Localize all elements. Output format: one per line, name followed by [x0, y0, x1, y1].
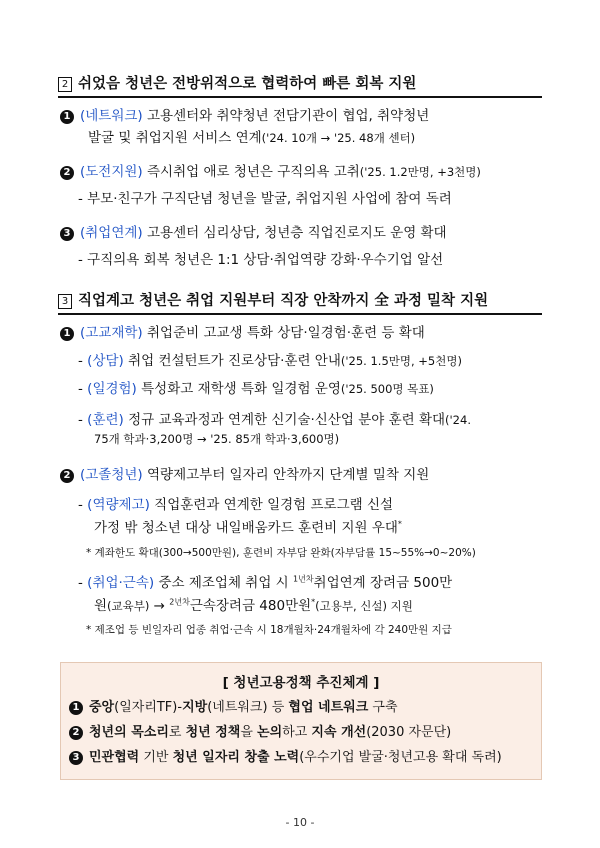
policy-system-box: [60, 662, 542, 780]
sub-tag: (일경험): [87, 381, 137, 397]
footnote-text: * 계좌한도 확대(300→500만원), 훈련비 자부담 완화(자부담률 15~55%→0~20%): [86, 547, 476, 559]
item-tag: (고졸청년): [80, 467, 143, 483]
section3-item2-sub2-cont: [94, 594, 413, 614]
sub-tag: (상담): [87, 353, 124, 369]
section3-item1: [60, 321, 425, 341]
box-text: 을: [240, 725, 258, 740]
item-text: 고용센터 심리상담, 청년층 직업진로지도 운영 확대: [142, 225, 447, 241]
item-text: 역량제고부터 일자리 안착까지 단계별 밀착 지원: [142, 467, 430, 483]
section3-item2-sub1-cont: [94, 516, 402, 536]
section-number: 3: [58, 294, 72, 309]
section3-item1-sub3: - (훈련) 정규 교육과정과 연계한 신기술·신산업 분야 훈련 확대('24.: [78, 412, 471, 428]
sub-tag: (역량제고): [87, 497, 150, 513]
page-number: - 10 -: [285, 816, 315, 829]
section3-item1-sub2: - (일경험) 특성화고 재학생 특화 일경험 운영('25. 500명 목표): [78, 381, 434, 397]
footnote-mark: *: [397, 519, 402, 529]
section2-item2: [60, 160, 481, 180]
sub-text: 취업 컨설턴트가 진로상담·훈련 안내: [123, 353, 341, 369]
sub-text: 중소 제조업체 취업 시: [154, 575, 293, 591]
sub-text: 원: [94, 598, 108, 614]
box-text: 하고: [282, 725, 312, 740]
box-line-2: [69, 721, 451, 740]
superscript: 1년차: [293, 574, 314, 584]
footnote: [86, 545, 476, 560]
item-paren: ('24. 10개 → '25. 48개 센터): [261, 131, 416, 145]
sub-paren: ('24.: [445, 413, 471, 427]
box-text: 청년 정책: [185, 725, 241, 740]
box-text: (우수기업 발굴·청년고용 확대 독려): [299, 750, 502, 765]
section3-item1-sub3-cont: [94, 431, 339, 447]
item-tag: (취업연계): [80, 225, 143, 241]
item-tag: (도전지원): [80, 164, 143, 180]
box-text: 지속 개선: [311, 725, 367, 740]
sub-paren: ('25. 500명 목표): [340, 382, 434, 396]
sub-tag: (취업·근속): [87, 575, 155, 591]
section-2-heading: [58, 72, 542, 98]
box-text: 민관협력: [89, 750, 140, 765]
section2-item3: [60, 221, 447, 241]
item-text: 고용센터와 취약청년 전담기관이 협업, 취약청년: [142, 108, 430, 124]
box-text: 로: [168, 725, 186, 740]
section-title: 쉬었음 청년은 전방위적으로 협력하여 빠른 회복 지원: [78, 76, 417, 92]
sub-text: 특성화고 재학생 특화 일경험 운영: [136, 381, 341, 397]
box-text: 중앙: [89, 700, 115, 715]
numbered-bullet: 2: [69, 726, 83, 740]
sub-text: 정규 교육과정과 연계한 신기술·신산업 분야 훈련 확대: [123, 412, 446, 428]
section-3-heading: [58, 289, 542, 315]
numbered-bullet: 2: [60, 469, 74, 483]
box-text: 청년 일자리 창출 노력: [172, 750, 300, 765]
box-text: (네트워크) 등: [207, 700, 289, 715]
box-text: (일자리TF)-: [114, 700, 183, 715]
sub-paren: 75개 학과·3,200명 → '25. 85개 학과·3,600명): [94, 432, 340, 446]
numbered-bullet: 1: [69, 701, 83, 715]
item-text: 즉시취업 애로 청년은 구직의욕 고취: [142, 164, 360, 180]
sub-text: 가정 밖 청소년 대상 내일배움카드 훈련비 지원 우대: [94, 520, 398, 536]
numbered-bullet: 2: [60, 166, 74, 180]
numbered-bullet: 3: [60, 227, 74, 241]
numbered-bullet: 1: [60, 327, 74, 341]
section-number: 2: [58, 77, 72, 92]
arrow: →: [149, 598, 170, 614]
sub-paren: (교육부): [107, 599, 150, 613]
item-paren: ('25. 1.2만명, +3천명): [359, 165, 481, 179]
box-text: 청년의 목소리: [89, 725, 169, 740]
numbered-bullet: 3: [69, 751, 83, 765]
item-tag: (네트워크): [80, 108, 143, 124]
item-text: 발굴 및 취업지원 서비스 연계: [88, 130, 262, 146]
sub-paren: ('25. 1.5만명, +5천명): [340, 354, 462, 368]
box-line-1: [69, 696, 398, 715]
section3-item2: [60, 463, 429, 483]
box-text: 구축: [368, 700, 398, 715]
section2-item1-cont: [88, 126, 415, 146]
sub-text: - 부모·친구가 구직단념 청년을 발굴, 취업지원 사업에 참여 독려: [78, 191, 452, 207]
box-title: [ 청년고용정책 추진체계 ]: [222, 675, 380, 691]
sub-text: - 구직의욕 회복 청년은 1:1 상담·취업역량 강화·우수기업 알선: [78, 252, 444, 268]
footnote: [86, 622, 452, 637]
box-line-3: [69, 746, 502, 765]
footnote-mark: *: [311, 597, 316, 607]
box-text: 기반: [139, 750, 173, 765]
section2-item2-sub: [78, 187, 452, 207]
superscript: 2년차: [169, 597, 190, 607]
footnote-text: * 제조업 등 빈일자리 업종 취업·근속 시 18개월차·24개월차에 각 240만원 지급: [86, 624, 452, 636]
box-text: (2030 자문단): [366, 725, 452, 740]
section-title: 직업계고 청년은 취업 지원부터 직장 안착까지 全 과정 밀착 지원: [78, 293, 489, 309]
box-text: 지방: [182, 700, 208, 715]
section3-item1-sub1: - (상담) 취업 컨설턴트가 진로상담·훈련 안내('25. 1.5만명, +5천명): [78, 353, 462, 369]
sub-text: 취업연계 장려금 500만: [313, 575, 453, 591]
section2-item1: [60, 104, 429, 124]
sub-text: 근속장려금 480만원: [189, 598, 312, 614]
sub-paren: (고용부, 신설) 지원: [315, 599, 413, 613]
numbered-bullet: 1: [60, 110, 74, 124]
section2-item3-sub: [78, 248, 443, 268]
section3-item2-sub1: - (역량제고) 직업훈련과 연계한 일경험 프로그램 신설: [78, 497, 394, 513]
sub-tag: (훈련): [87, 412, 124, 428]
item-text: 취업준비 고교생 특화 상담·일경험·훈련 등 확대: [142, 325, 425, 341]
section3-item2-sub2: - (취업·근속) 중소 제조업체 취업 시 $^{1년차}$취업연계 장려금 500만: [78, 574, 453, 591]
item-tag: (고교재학): [80, 325, 143, 341]
sub-text: 직업훈련과 연계한 일경험 프로그램 신설: [149, 497, 394, 513]
box-text: 논의: [257, 725, 283, 740]
box-text: 협업 네트워크: [288, 700, 369, 715]
